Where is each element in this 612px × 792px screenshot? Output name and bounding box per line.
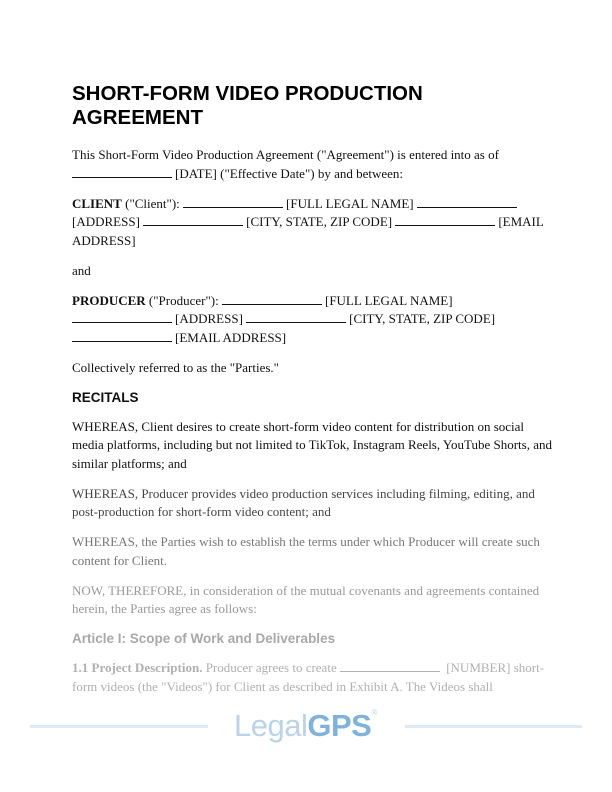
- client-email-blank[interactable]: [395, 213, 495, 226]
- recital-1: WHEREAS, Client desires to create short-form video content for distribution on social media platforms, including but not limited to TikTok, Instagram Reels, YouTube Shorts, and similar platforms; and: [72, 418, 552, 471]
- recitals-heading: RECITALS: [72, 389, 139, 405]
- section-1-1: 1.1 Project Description. Producer agrees to create [NUMBER] short-form videos (the "Videos") for Client as described in Exhibit A. The Videos shall: [72, 660, 545, 694]
- legalgps-logo: LegalGPS®: [234, 708, 377, 743]
- article-1-heading: Article I: Scope of Work and Deliverables: [72, 631, 336, 646]
- recital-4: NOW, THEREFORE, in consideration of the mutual covenants and agreements contained herein, the Parties agree as follows:: [72, 582, 540, 616]
- and-text: and: [72, 262, 91, 278]
- number-blank[interactable]: [340, 659, 440, 672]
- producer-name-blank[interactable]: [222, 292, 322, 305]
- divider-left: [30, 725, 208, 728]
- intro-paragraph: This Short-Form Video Production Agreement ("Agreement") is entered into as of [DATE] ("Effective Date") by and between:: [72, 147, 499, 181]
- producer-address-blank[interactable]: [72, 310, 172, 323]
- client-name-blank[interactable]: [183, 195, 283, 208]
- client-city-blank[interactable]: [143, 213, 243, 226]
- producer-city-blank[interactable]: [246, 310, 346, 323]
- recital-3: WHEREAS, the Parties wish to establish the terms under which Producer will create such content for Client.: [72, 534, 540, 568]
- document-page: [72, 82, 552, 708]
- document-title: SHORT-FORM VIDEO PRODUCTION AGREEMENT: [72, 82, 423, 129]
- footer-logo-bar: [0, 705, 612, 745]
- divider-right: [405, 725, 582, 728]
- client-paragraph: CLIENT ("Client"): [FULL LEGAL NAME] [ADDRESS] [CITY, STATE, ZIP CODE] [EMAIL ADDRESS]: [72, 195, 544, 248]
- recital-2: WHEREAS, Producer provides video production services including filming, editing, and post-production for short-form video content; and: [72, 485, 535, 519]
- client-address-blank[interactable]: [417, 195, 517, 208]
- date-blank[interactable]: [72, 165, 172, 178]
- collectively-text: Collectively referred to as the "Parties.": [72, 359, 279, 375]
- producer-paragraph: PRODUCER ("Producer"): [FULL LEGAL NAME] [ADDRESS] [CITY, STATE, ZIP CODE] [EMAIL ADDRESS]: [72, 292, 496, 345]
- producer-email-blank[interactable]: [72, 329, 172, 342]
